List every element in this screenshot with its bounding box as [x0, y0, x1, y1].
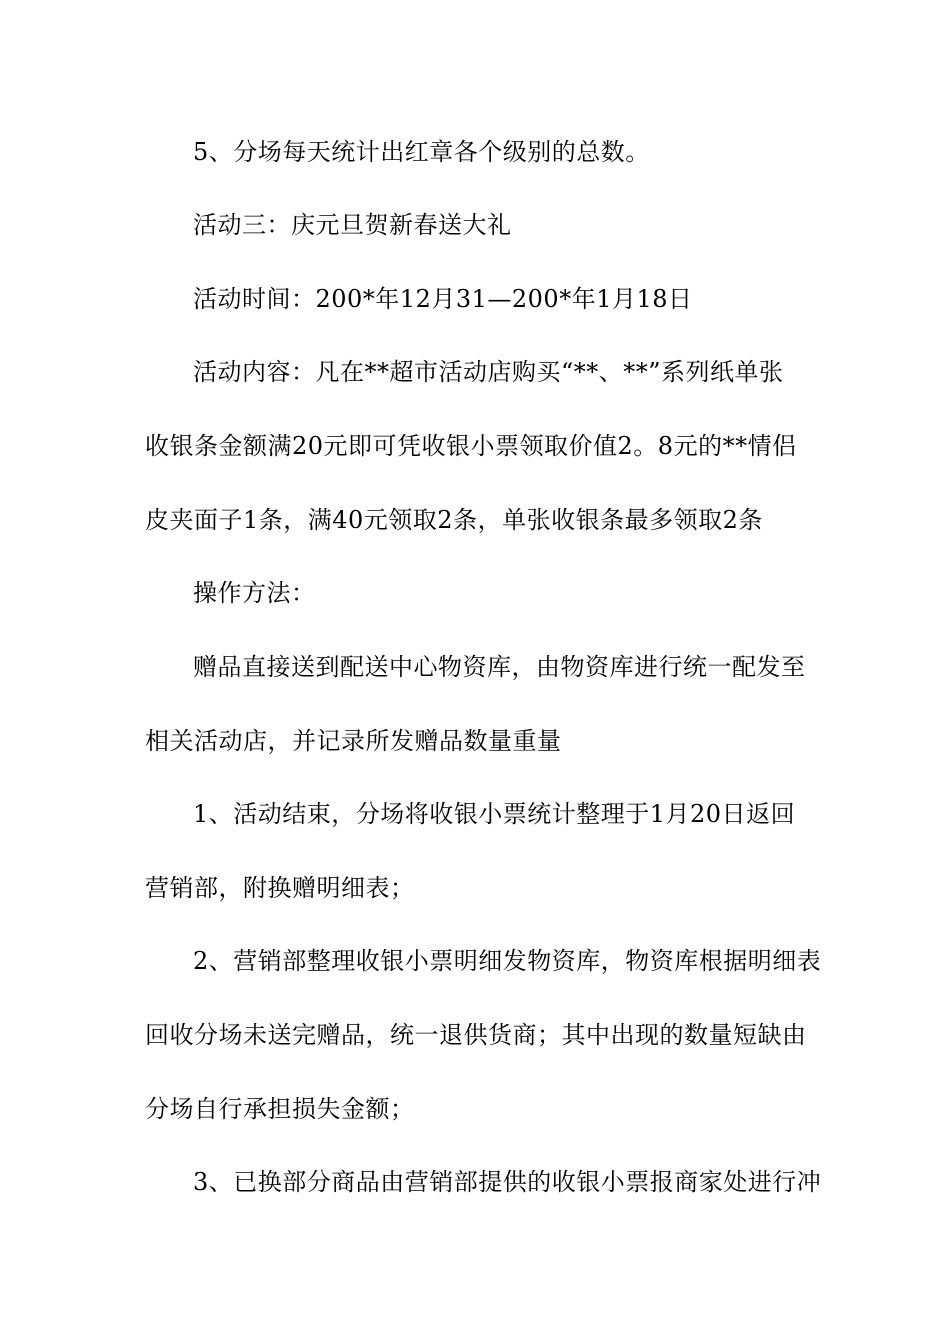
section-heading: 活动三：庆元旦贺新春送大礼 [193, 211, 512, 239]
paragraph-line: 活动时间：200*年12月31—200*年1月18日 [193, 285, 693, 313]
paragraph-line: 回收分场未送完赠品，统一退供货商；其中出现的数量短缺由 [145, 1021, 807, 1049]
paragraph-line: 5、分场每天统计出红章各个级别的总数。 [193, 138, 650, 166]
paragraph-line: 活动内容：凡在**超市活动店购买“**、**”系列纸单张 [193, 358, 784, 386]
paragraph-line: 赠品直接送到配送中心物资库，由物资库进行统一配发至 [193, 653, 806, 681]
paragraph-line: 相关活动店，并记录所发赠品数量重量 [145, 727, 562, 755]
paragraph-line: 2、营销部整理收银小票明细发物资库，物资库根据明细表 [193, 947, 822, 975]
paragraph-line: 分场自行承担损失金额； [145, 1095, 415, 1123]
paragraph-line: 皮夹面子1条，满40元领取2条，单张收银条最多领取2条 [145, 506, 763, 534]
paragraph-line: 营销部，附换赠明细表； [145, 874, 415, 902]
paragraph-line: 收银条金额满20元即可凭收银小票领取价值2。8元的**情侣 [145, 432, 797, 460]
paragraph-line: 3、已换部分商品由营销部提供的收银小票报商家处进行冲 [193, 1168, 822, 1196]
paragraph-line: 操作方法： [193, 579, 316, 607]
paragraph-line: 1、活动结束，分场将收银小票统计整理于1月20日返回 [193, 800, 796, 828]
